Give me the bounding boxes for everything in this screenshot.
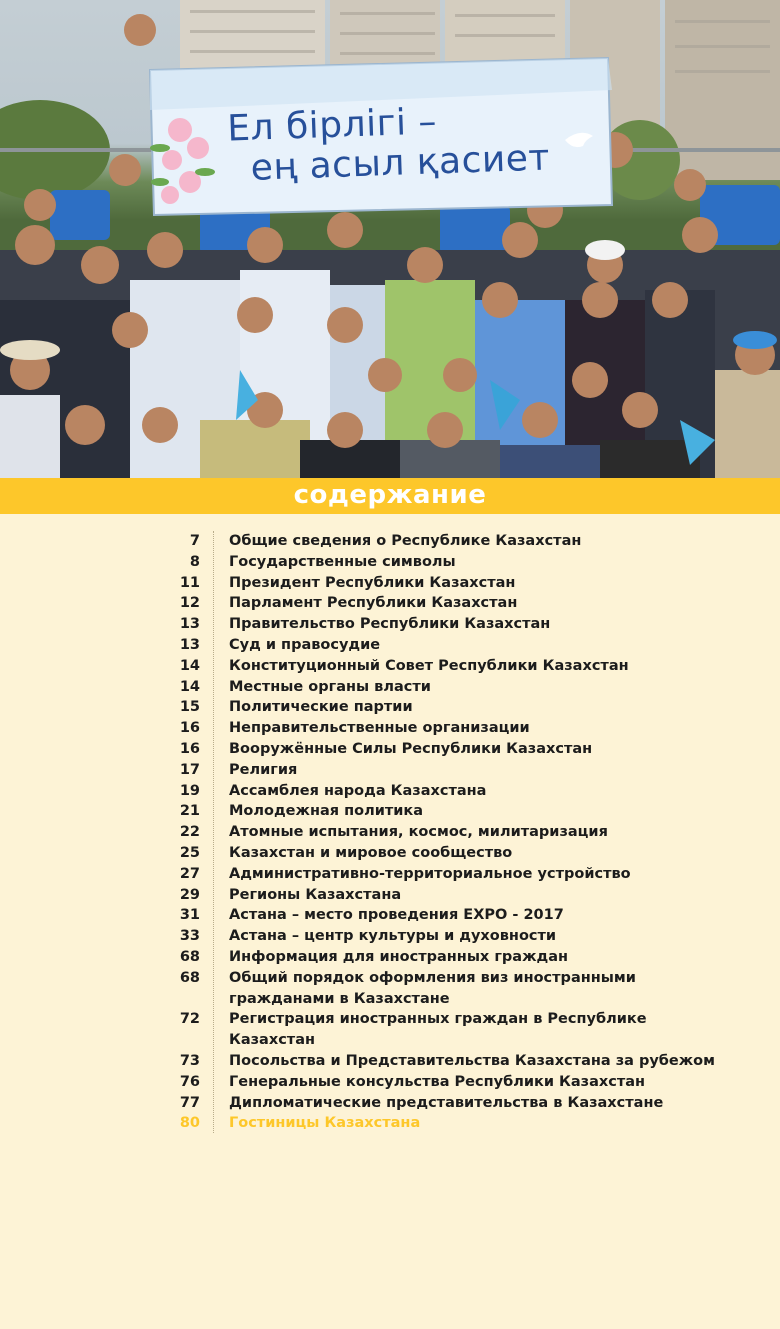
toc-entry[interactable] xyxy=(0,968,780,1010)
section-title-bar xyxy=(0,478,780,514)
toc-entry-title: Дипломатические представительства в Казахстане xyxy=(229,1094,664,1111)
toc-page-number: 11 xyxy=(179,574,200,591)
table-of-contents xyxy=(0,531,780,1134)
toc-entry-title: Местные органы власти xyxy=(229,678,431,695)
toc-entry-title: Конституционный Совет Республики Казахстан xyxy=(229,657,629,674)
toc-page-number: 14 xyxy=(179,657,200,674)
toc-entry[interactable] xyxy=(0,593,780,614)
toc-entry[interactable] xyxy=(0,573,780,594)
toc-entry-title: Молодежная политика xyxy=(229,803,424,820)
toc-entry[interactable] xyxy=(0,801,780,822)
toc-entry[interactable] xyxy=(0,843,780,864)
toc-entry-title: Правительство Республики Казахстан xyxy=(229,616,551,633)
toc-entry-title: Президент Республики Казахстан xyxy=(229,574,516,591)
toc-entry-title: Неправительственные организации xyxy=(229,720,530,737)
toc-page-number: 27 xyxy=(179,865,200,882)
toc-entry[interactable] xyxy=(0,1051,780,1072)
toc-entry-title: Регионы Казахстана xyxy=(229,886,402,903)
toc-page-number: 19 xyxy=(179,782,200,799)
toc-page-number: 33 xyxy=(179,928,200,945)
toc-entry[interactable] xyxy=(0,1113,780,1134)
header-photo xyxy=(0,0,780,478)
toc-entry-title: Административно-территориальное устройство xyxy=(229,865,631,882)
toc-page-number: 8 xyxy=(189,553,200,570)
toc-entry-title: Религия xyxy=(229,761,298,778)
toc-page-number: 73 xyxy=(179,1052,200,1069)
toc-entry-title: Общие сведения о Республике Казахстан xyxy=(229,533,582,549)
toc-entry[interactable] xyxy=(0,635,780,656)
toc-entry[interactable] xyxy=(0,552,780,573)
toc-page-number: 68 xyxy=(179,948,200,965)
toc-entry[interactable] xyxy=(0,739,780,760)
toc-entry-title: Регистрация иностранных граждан в Республике Казахстан xyxy=(229,1011,647,1049)
toc-entry-title: Политические партии xyxy=(229,699,413,716)
toc-entry[interactable] xyxy=(0,677,780,698)
toc-entry[interactable] xyxy=(0,822,780,843)
toc-entry-title: Гостиницы Казахстана xyxy=(229,1115,421,1132)
toc-page-number: 16 xyxy=(179,720,200,737)
toc-page-number: 29 xyxy=(179,886,200,903)
toc-entry-title: Общий порядок оформления виз иностранными гражданами в Казахстане xyxy=(229,969,636,1007)
toc-entry-title: Парламент Республики Казахстан xyxy=(229,595,518,612)
crowd-illustration xyxy=(0,0,780,478)
toc-page-number: 15 xyxy=(179,699,200,716)
toc-entry-title: Посольства и Представительства Казахстана за рубежом xyxy=(229,1052,715,1069)
toc-entry[interactable] xyxy=(0,1072,780,1093)
toc-entry-title: Ассамблея народа Казахстана xyxy=(229,782,487,799)
toc-entry[interactable] xyxy=(0,760,780,781)
toc-page-number: 14 xyxy=(179,678,200,695)
toc-entry-title: Вооружённые Силы Республики Казахстан xyxy=(229,740,593,757)
toc-entry[interactable] xyxy=(0,1009,780,1051)
toc-page-number: 13 xyxy=(179,616,200,633)
toc-page-number: 16 xyxy=(179,740,200,757)
toc-page-number: 25 xyxy=(179,844,200,861)
toc-entry-title: Суд и правосудие xyxy=(229,636,381,653)
toc-page-number: 76 xyxy=(179,1073,200,1090)
toc-page-number: 17 xyxy=(179,761,200,778)
toc-entry-title: Государственные символы xyxy=(229,553,456,570)
banner-slogan xyxy=(227,98,551,189)
toc-page-number: 77 xyxy=(179,1094,200,1111)
toc-entry-title: Информация для иностранных граждан xyxy=(229,948,569,965)
toc-entry[interactable] xyxy=(0,926,780,947)
toc-page-number: 72 xyxy=(179,1011,200,1028)
toc-entry[interactable] xyxy=(0,656,780,677)
toc-entry[interactable] xyxy=(0,885,780,906)
toc-page-number: 31 xyxy=(179,907,200,924)
toc-page-number: 22 xyxy=(179,824,200,841)
section-title: содержание xyxy=(293,480,487,510)
toc-entry[interactable] xyxy=(0,781,780,802)
toc-entry[interactable] xyxy=(0,1093,780,1114)
toc-page-number: 12 xyxy=(179,595,200,612)
toc-entry[interactable] xyxy=(0,905,780,926)
toc-entry-title: Генеральные консульства Республики Казахстан xyxy=(229,1073,646,1090)
toc-page-number: 7 xyxy=(189,533,200,549)
toc-entry[interactable] xyxy=(0,614,780,635)
toc-entry-title: Казахстан и мировое сообщество xyxy=(229,844,513,861)
toc-entry-title: Атомные испытания, космос, милитаризация xyxy=(229,824,608,841)
toc-page-number: 21 xyxy=(179,803,200,820)
toc-entry-title: Астана – место проведения EXPO - 2017 xyxy=(229,907,564,924)
toc-page-number: 68 xyxy=(179,969,200,986)
toc-entry[interactable] xyxy=(0,718,780,739)
toc-entry[interactable] xyxy=(0,697,780,718)
toc-page-number: 80 xyxy=(179,1115,200,1132)
toc-entry[interactable] xyxy=(0,947,780,968)
banner-line-2: ең асыл қасиет xyxy=(250,137,551,189)
toc-page-number: 13 xyxy=(179,636,200,653)
toc-entry[interactable] xyxy=(0,864,780,885)
banner-line-1: Ел бірлігі – xyxy=(226,101,438,150)
toc-entry[interactable] xyxy=(0,531,780,552)
toc-entry-title: Астана – центр культуры и духовности xyxy=(229,928,557,945)
